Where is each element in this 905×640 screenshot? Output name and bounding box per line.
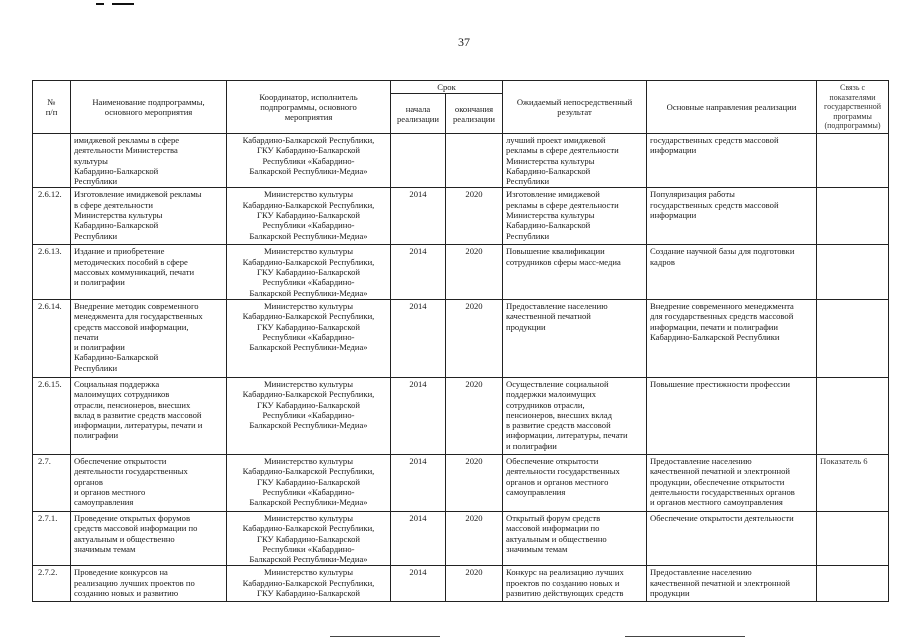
table-row [33,245,889,299]
cell-coordinator: Кабардино-Балкарской Республики, ГКУ Кабардино-Балкарской Республики «Кабардино- Балкарской Республики-Медиа» [227,134,391,188]
cell-directions: Создание научной базы для подготовки кадров [647,245,817,299]
cell-end: 2020 [446,511,503,565]
cell-directions: государственных средств массовой информации [647,134,817,188]
cell-num: 2.6.12. [33,188,71,245]
header-coordinator: Координатор, исполнитель подпрограммы, основного мероприятия [227,81,391,134]
header-directions: Основные направления реализации [647,81,817,134]
cell-num [33,134,71,188]
page-number: 37 [458,35,470,49]
scan-artifact-mark [330,636,440,637]
cell-num: 2.7.1. [33,511,71,565]
cell-result: Обеспечение открытости деятельности государственных органов и органов местного самоуправления [503,454,647,511]
cell-coordinator: Министерство культуры Кабардино-Балкарской Республики, ГКУ Кабардино-Балкарской [227,566,391,602]
cell-num: 2.6.14. [33,299,71,377]
cell-start: 2014 [391,299,446,377]
cell-link [817,377,889,454]
table-row [33,134,889,188]
header-link: Связь с показателями государственной программы (подпрограммы) [817,81,889,134]
table-row [33,188,889,245]
header-term: Срок [391,81,503,94]
cell-start: 2014 [391,245,446,299]
cell-coordinator: Министерство культуры Кабардино-Балкарской Республики, ГКУ Кабардино-Балкарской Республики «Кабардино- Балкарской Республики-Медиа» [227,454,391,511]
cell-end: 2020 [446,566,503,602]
cell-start: 2014 [391,454,446,511]
cell-start: 2014 [391,377,446,454]
cell-start: 2014 [391,188,446,245]
program-table-container [32,80,889,602]
cell-directions: Обеспечение открытости деятельности [647,511,817,565]
cell-directions: Повышение престижности профессии [647,377,817,454]
cell-coordinator: Министерство культуры Кабардино-Балкарской Республики, ГКУ Кабардино-Балкарской Республики «Кабардино- Балкарской Республики-Медиа» [227,299,391,377]
cell-directions: Предоставление населению качественной печатной и электронной продукции, обеспечение открытости деятельности государственных органов и органов местного самоуправления [647,454,817,511]
header-name: Наименование подпрограммы, основного мероприятия [71,81,227,134]
cell-link: Показатель 6 [817,454,889,511]
cell-result: Открытый форум средств массовой информации по актуальным и общественно значимым темам [503,511,647,565]
cell-num: 2.6.15. [33,377,71,454]
cell-num: 2.7. [33,454,71,511]
table-row [33,377,889,454]
cell-directions: Внедрение современного менеджмента для государственных средств массовой информации, печати и полиграфии Кабардино-Балкарской Республики [647,299,817,377]
cell-name: Изготовление имиджевой рекламы в сфере деятельности Министерства культуры Кабардино-Балкарской Республики [71,188,227,245]
cell-coordinator: Министерство культуры Кабардино-Балкарской Республики, ГКУ Кабардино-Балкарской Республики «Кабардино- Балкарской Республики-Медиа» [227,511,391,565]
cell-link [817,566,889,602]
table-row [33,299,889,377]
cell-start: 2014 [391,566,446,602]
cell-num: 2.7.2. [33,566,71,602]
cell-directions: Популяризация работы государственных средств массовой информации [647,188,817,245]
cell-end: 2020 [446,188,503,245]
cell-coordinator: Министерство культуры Кабардино-Балкарской Республики, ГКУ Кабардино-Балкарской Республики «Кабардино- Балкарской Республики-Медиа» [227,188,391,245]
cell-link [817,511,889,565]
scan-artifact-mark [96,3,104,5]
table-row [33,511,889,565]
cell-name: Издание и приобретение методических пособий в сфере массовых коммуникаций, печати и полиграфии [71,245,227,299]
cell-link [817,188,889,245]
cell-result: Конкурс на реализацию лучших проектов по созданию новых и развитию действующих средств [503,566,647,602]
cell-name: Социальная поддержка малоимущих сотрудников отрасли, пенсионеров, внесших вклад в развитие средств массовой информации, литературы, печати и полиграфии [71,377,227,454]
cell-name: имиджевой рекламы в сфере деятельности Министерства культуры Кабардино-Балкарской Республики [71,134,227,188]
cell-result: Изготовление имиджевой рекламы в сфере деятельности Министерства культуры Кабардино-Балкарской Республики [503,188,647,245]
header-start: начала реализации [391,94,446,134]
table-body [33,134,889,602]
cell-link [817,245,889,299]
table-row [33,454,889,511]
cell-result: Повышение квалификации сотрудников сферы масс-медиа [503,245,647,299]
cell-coordinator: Министерство культуры Кабардино-Балкарской Республики, ГКУ Кабардино-Балкарской Республики «Кабардино- Балкарской Республики-Медиа» [227,245,391,299]
cell-num: 2.6.13. [33,245,71,299]
cell-name: Проведение конкурсов на реализацию лучших проектов по созданию новых и развитию [71,566,227,602]
cell-coordinator: Министерство культуры Кабардино-Балкарской Республики, ГКУ Кабардино-Балкарской Республики «Кабардино- Балкарской Республики-Медиа» [227,377,391,454]
scan-artifact-mark [112,3,134,5]
cell-end: 2020 [446,454,503,511]
program-table [32,80,889,602]
scan-artifact-mark [625,636,745,637]
cell-result: лучший проект имиджевой рекламы в сфере деятельности Министерства культуры Кабардино-Балкарской Республики [503,134,647,188]
table-header [33,81,889,134]
cell-name: Обеспечение открытости деятельности государственных органов и органов местного самоуправления [71,454,227,511]
cell-end: 2020 [446,299,503,377]
cell-name: Проведение открытых форумов средств массовой информации по актуальным и общественно значимым темам [71,511,227,565]
cell-end: 2020 [446,377,503,454]
cell-result: Предоставление населению качественной печатной продукции [503,299,647,377]
cell-link [817,134,889,188]
cell-end [446,134,503,188]
cell-directions: Предоставление населению качественной печатной и электронной продукции [647,566,817,602]
cell-end: 2020 [446,245,503,299]
header-num: № п/п [33,81,71,134]
cell-link [817,299,889,377]
cell-result: Осуществление социальной поддержки малоимущих сотрудников отрасли, пенсионеров, внесших вклад в развитие средств массовой информации, литературы, печати и полиграфии [503,377,647,454]
cell-start: 2014 [391,511,446,565]
cell-name: Внедрение методик современного менеджмента для государственных средств массовой информации, печати и полиграфии Кабардино-Балкарской Республики [71,299,227,377]
table-row [33,566,889,602]
cell-start [391,134,446,188]
header-result: Ожидаемый непосредственный результат [503,81,647,134]
header-end: окончания реализации [446,94,503,134]
